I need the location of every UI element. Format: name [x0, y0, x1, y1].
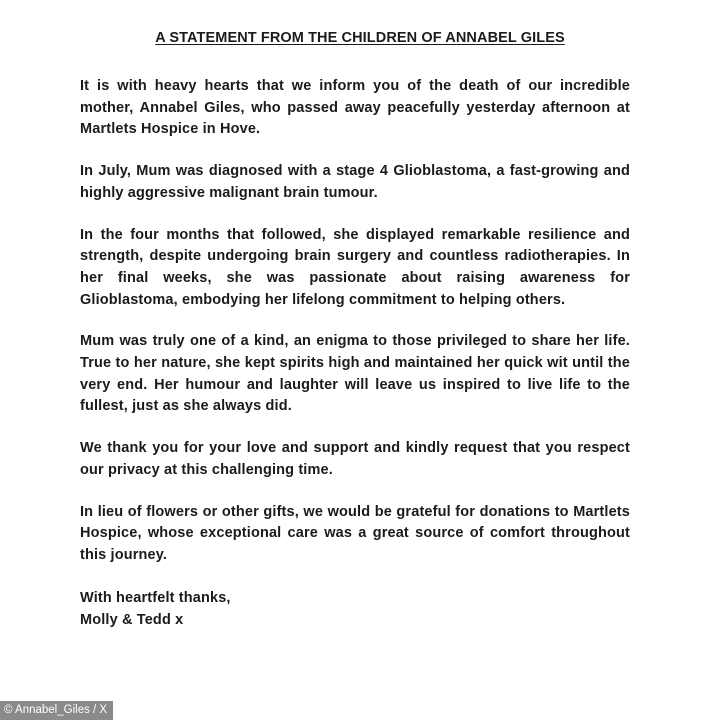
statement-body [80, 76, 630, 631]
statement-title: A STATEMENT FROM THE CHILDREN OF ANNABEL GILES [155, 30, 565, 46]
paragraph-diagnosis: In July, Mum was diagnosed with a stage 4 Glioblastoma, a fast-growing and highly aggressive malignant brain tumour. [80, 163, 630, 201]
paragraph-donations: In lieu of flowers or other gifts, we would be grateful for donations to Martlets Hospice, whose exceptional care was a great source of comfort throughout this journey. [80, 503, 630, 563]
paragraph-privacy-request: We thank you for your love and support and kindly request that you respect our privacy at this challenging time. [80, 440, 630, 478]
signoff [80, 587, 630, 631]
paragraph-announcement: It is with heavy hearts that we inform you of the death of our incredible mother, Annabel Giles, who passed away peacefully yesterday afternoon at Martlets Hospice in Hove. [80, 78, 630, 138]
signoff-names: Molly & Tedd x [80, 611, 184, 628]
image-credit-badge: © Annabel_Giles / X [0, 701, 113, 720]
paragraph-tribute: Mum was truly one of a kind, an enigma to those privileged to share her life. True to her nature, she kept spirits high and maintained her quick wit until the very end. Her humour and laughter will leave us inspired to live life to the fullest, just as she always did. [80, 333, 630, 415]
paragraph-treatment: In the four months that followed, she displayed remarkable resilience and strength, despite undergoing brain surgery and countless radiotherapies. In her final weeks, she was passionate about raising awareness for Glioblastoma, embodying her lifelong commitment to helping others. [80, 226, 630, 308]
signoff-thanks: With heartfelt thanks, [80, 589, 231, 606]
